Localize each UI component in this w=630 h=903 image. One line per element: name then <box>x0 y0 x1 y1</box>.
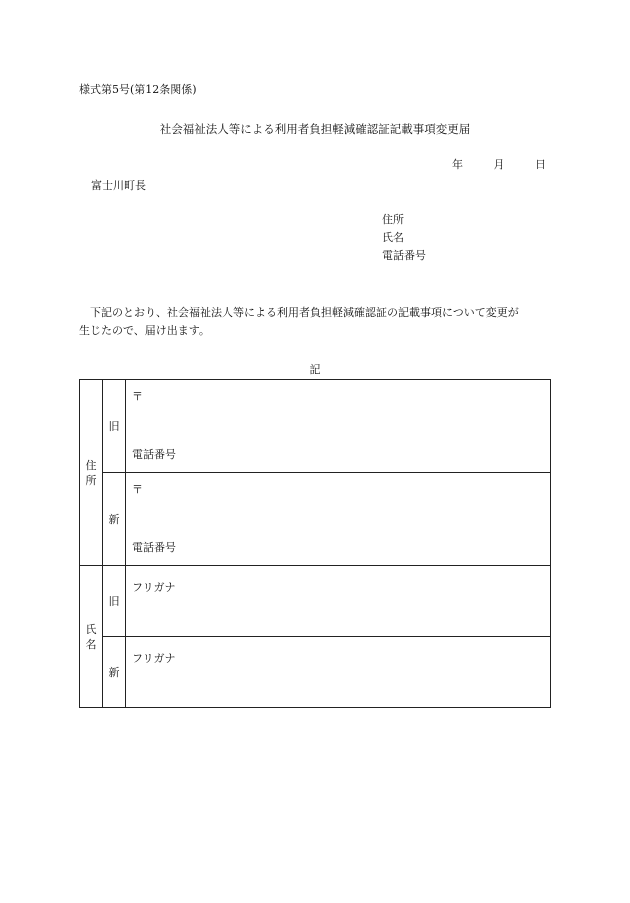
address-old-label: 旧 <box>103 380 126 473</box>
ki-heading: 記 <box>309 363 321 376</box>
postal-mark: 〒 <box>132 390 143 403</box>
body-line-1: 下記のとおり、社会福祉法人等による利用者負担軽減確認証の記載事項について変更が <box>90 306 519 319</box>
form-number: 様式第5号(第12条関係) <box>79 83 197 96</box>
address-new-label: 新 <box>103 473 126 566</box>
applicant-address-label: 住所 <box>382 213 404 226</box>
table-row <box>80 566 551 637</box>
address-category-top: 住 <box>85 458 97 472</box>
name-new-field[interactable] <box>126 637 551 708</box>
applicant-block <box>382 211 426 265</box>
new-phone-label: 電話番号 <box>132 541 176 554</box>
date-month: 月 <box>493 158 505 171</box>
name-category-top: 氏 <box>85 622 97 636</box>
change-table <box>79 379 551 708</box>
date-line <box>452 156 546 172</box>
old-phone-label: 電話番号 <box>132 448 176 461</box>
address-new-field[interactable] <box>126 473 551 566</box>
applicant-name-label: 氏名 <box>382 231 404 244</box>
body-paragraph <box>79 304 519 340</box>
applicant-phone-label: 電話番号 <box>382 249 426 262</box>
old-furigana-label: フリガナ <box>132 581 176 594</box>
table-row <box>80 637 551 708</box>
body-line-2: 生じたので、届け出ます。 <box>79 324 210 337</box>
table-row <box>80 473 551 566</box>
address-category-bottom: 所 <box>85 473 97 487</box>
date-year: 年 <box>452 158 463 171</box>
name-old-field[interactable] <box>126 566 551 637</box>
date-day: 日 <box>535 158 546 171</box>
address-category-cell <box>80 380 103 566</box>
name-category-cell <box>80 566 103 708</box>
document-title: 社会福祉法人等による利用者負担軽減確認証記載事項変更届 <box>159 122 471 136</box>
name-category-bottom: 名 <box>85 637 97 651</box>
name-new-label: 新 <box>103 637 126 708</box>
addressee: 富士川町長 <box>91 179 146 192</box>
table-row <box>80 380 551 473</box>
new-furigana-label: フリガナ <box>132 652 176 665</box>
name-old-label: 旧 <box>103 566 126 637</box>
address-old-field[interactable] <box>126 380 551 473</box>
postal-mark: 〒 <box>132 483 143 496</box>
